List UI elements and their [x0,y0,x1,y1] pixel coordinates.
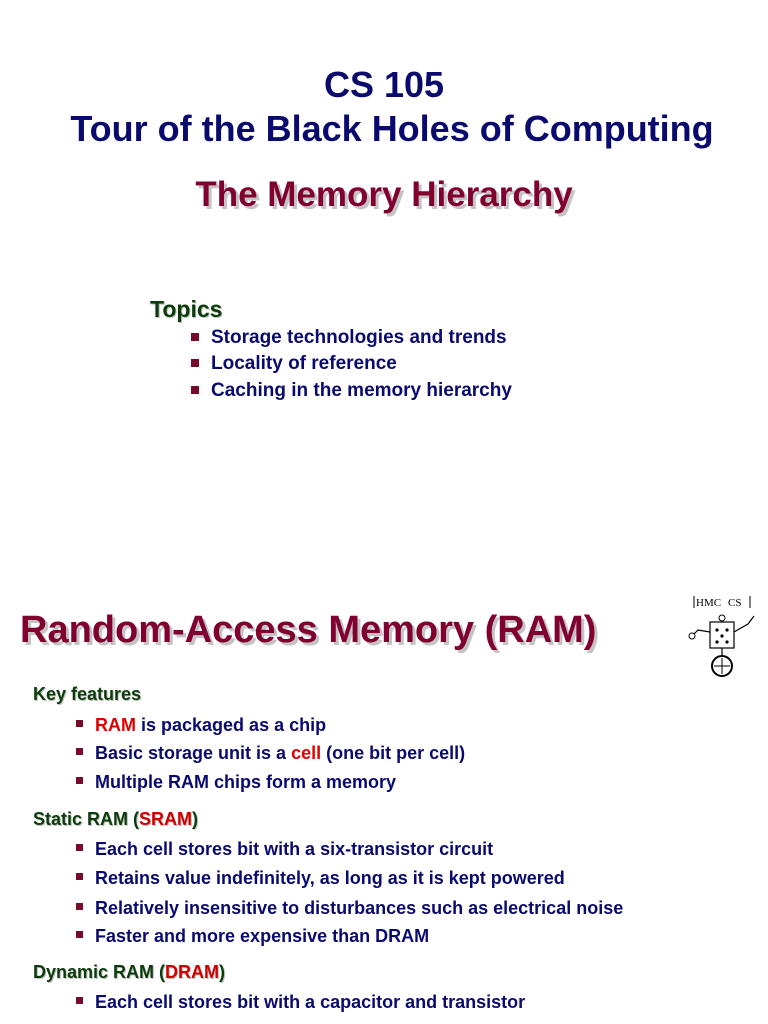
heading-text: Static RAM ( [33,809,140,829]
square-bullet-icon [191,333,199,341]
square-bullet-icon [191,386,199,394]
topic-text: Storage technologies and trends [211,327,507,348]
course-title: Tour of the Black Holes of Computing [70,108,714,149]
key-feature-item [76,714,326,736]
item-text: Multiple RAM chips form a memory [95,772,397,792]
sram-item [76,838,493,860]
square-bullet-icon [76,720,83,727]
topic-text: Locality of reference [211,353,397,374]
square-bullet-icon [191,359,199,367]
sram-item [76,897,623,919]
item-text: Each cell stores bit with a six-transistor circuit [95,839,494,859]
dynamic-ram-heading [33,961,225,983]
square-bullet-icon [76,903,83,910]
square-bullet-icon [76,931,83,938]
square-bullet-icon [76,777,83,784]
square-bullet-icon [76,844,83,851]
item-text: Basic storage unit is a [95,743,292,763]
dram-item [76,991,525,1013]
item-text: (one bit per cell) [321,743,466,763]
svg-text:HMC: HMC [696,597,722,609]
slide-title-ram: Random-Access Memory (RAM) [20,609,597,651]
hmc-robot-logo-icon [684,592,760,682]
sram-item [76,867,565,889]
key-feature-item [76,771,396,793]
svg-text:CS: CS [728,597,742,609]
item-text: Relatively insensitive to disturbances such as electrical noise [95,898,624,918]
sram-item [76,925,429,947]
item-text: is packaged as a chip [136,715,327,735]
hmc-cs-logo [684,592,760,682]
square-bullet-icon [76,873,83,880]
item-text: Faster and more expensive than DRAM [95,926,430,946]
topic-item [191,352,397,376]
heading-text: ) [192,809,199,829]
item-text: Each cell stores bit with a capacitor and transistor [95,992,526,1012]
static-ram-heading [33,808,198,830]
slide-title-memory-hierarchy: The Memory Hierarchy [195,175,573,214]
highlight-sram: SRAM [139,809,193,829]
highlight-ram: RAM [95,715,136,735]
topic-text: Caching in the memory hierarchy [211,380,512,401]
topic-item [191,326,507,350]
heading-text: Dynamic RAM ( [33,962,166,982]
heading-text: ) [219,962,226,982]
square-bullet-icon [76,748,83,755]
item-text: Retains value indefinitely, as long as it is kept powered [95,868,565,888]
course-number: CS 105 [323,64,445,105]
key-feature-item [76,742,465,764]
topics-heading: Topics [150,296,223,322]
highlight-dram: DRAM [165,962,220,982]
square-bullet-icon [76,997,83,1004]
key-features-heading: Key features [33,684,142,704]
topic-item [191,379,512,403]
highlight-cell: cell [291,743,322,763]
